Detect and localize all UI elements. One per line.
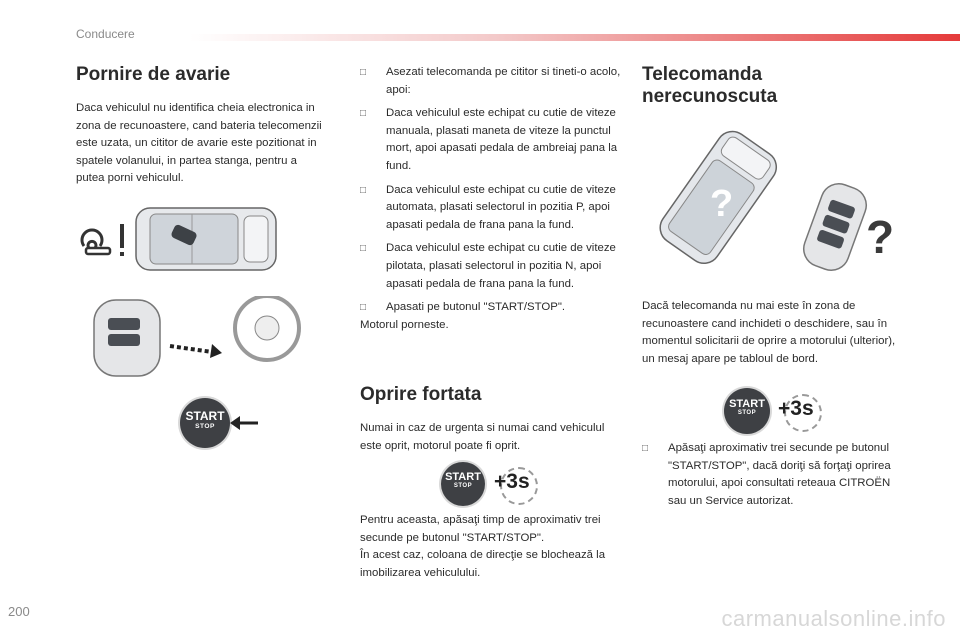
bullet-item: □ Daca vehiculul este echipat cu cutie de viteze manuala, plasati maneta de viteze la punctul mort, apoi apasati pedala de ambreiaj pana la fund. (360, 107, 618, 172)
bullet-item: □ Daca vehiculul este echipat cu cutie de viteze automata, plasati selectorul in pozitia P, apoi apasati pedala de frana pana la fund. (360, 183, 616, 231)
question-mark-icon: ? (710, 183, 734, 225)
key-reader-illustration (92, 296, 302, 380)
paragraph-forced-stop-3: În acest caz, coloana de direcţie se blochează la imobilizarea vehiculului. (360, 549, 606, 579)
start-stop-button[interactable]: START STOP (441, 462, 485, 506)
plus-3-seconds-label: +3s (494, 470, 530, 493)
car-top-view-illustration (132, 200, 280, 280)
section-unrecognized-bullet (642, 440, 904, 516)
column-emergency-start (76, 64, 326, 188)
start-label: START (185, 409, 225, 423)
page-number: 200 (8, 604, 30, 619)
question-mark-icon: ? (866, 211, 895, 263)
car-unknown-key-illustration (650, 128, 785, 266)
title-forced-stop: Oprire fortata (360, 384, 482, 405)
start-stop-button[interactable] (180, 398, 230, 448)
header-accent-bar (190, 34, 960, 41)
title-emergency-start: Pornire de avarie (76, 64, 231, 85)
section-forced-stop (360, 384, 622, 455)
section-header: Conducere (76, 27, 135, 41)
bullet-item: □ Daca vehiculul este echipat cu cutie de viteze pilotata, plasati selectorul in pozitia N, apoi apasati pedala de frana pana la fund. (360, 242, 616, 290)
arrow-left-icon (230, 412, 260, 434)
start-stop-button[interactable]: START STOP (724, 388, 770, 434)
section-forced-stop-details (360, 512, 622, 582)
column-instructions (360, 64, 622, 334)
paragraph-unrecognized-remote: Dacă telecomanda nu mai este în zona de recunoastere cand inchideti o deschidere, sau în momentul solicitarii de oprire a motorului (ulterior), un mesaj apare pe tabloul de bord. (642, 300, 896, 365)
stop-label: STOP (195, 423, 215, 430)
plus-3-seconds-label: +3s (778, 397, 814, 420)
bullet-item: □ Asezati telecomanda pe cititor si tineti-o acolo, apoi: (360, 66, 621, 96)
title-unrecognized-remote: Telecomanda nerecunoscuta (642, 64, 778, 107)
paragraph-emergency-start: Daca vehiculul nu identifica cheia electronica in zona de recunoastere, cand bateria telecomenzii este uzata, un cititor de avarie este pozitionat in spatele volanului, in partea stanga, pentru a putea porni vehiculul. (76, 102, 322, 185)
column-unrecognized-remote (642, 64, 902, 108)
section-unrecognized-text (642, 298, 904, 368)
paragraph-forced-stop: Numai in caz de urgenta si numai cand vehiculul este oprit, motorul poate fi oprit. (360, 422, 605, 452)
paragraph-forced-stop-2: Pentru aceasta, apăsaţi timp de aproximativ trei secunde pe butonul "START/STOP". (360, 514, 601, 544)
watermark: carmanualsonline.info (721, 606, 946, 631)
key-warning-icon (80, 220, 130, 260)
bullet-item: □ Apasati pe butonul "START/STOP". (360, 301, 566, 314)
bullet-item: □ Apăsaţi aproximativ trei secunde pe butonul "START/STOP", dacă doriţi să forţaţi oprirea motorului, apoi consultati reteaua CITROËN sau un Service autorizat. (642, 442, 891, 507)
result-text: Motorul porneste. (360, 318, 449, 331)
key-fob-illustration (800, 180, 870, 274)
